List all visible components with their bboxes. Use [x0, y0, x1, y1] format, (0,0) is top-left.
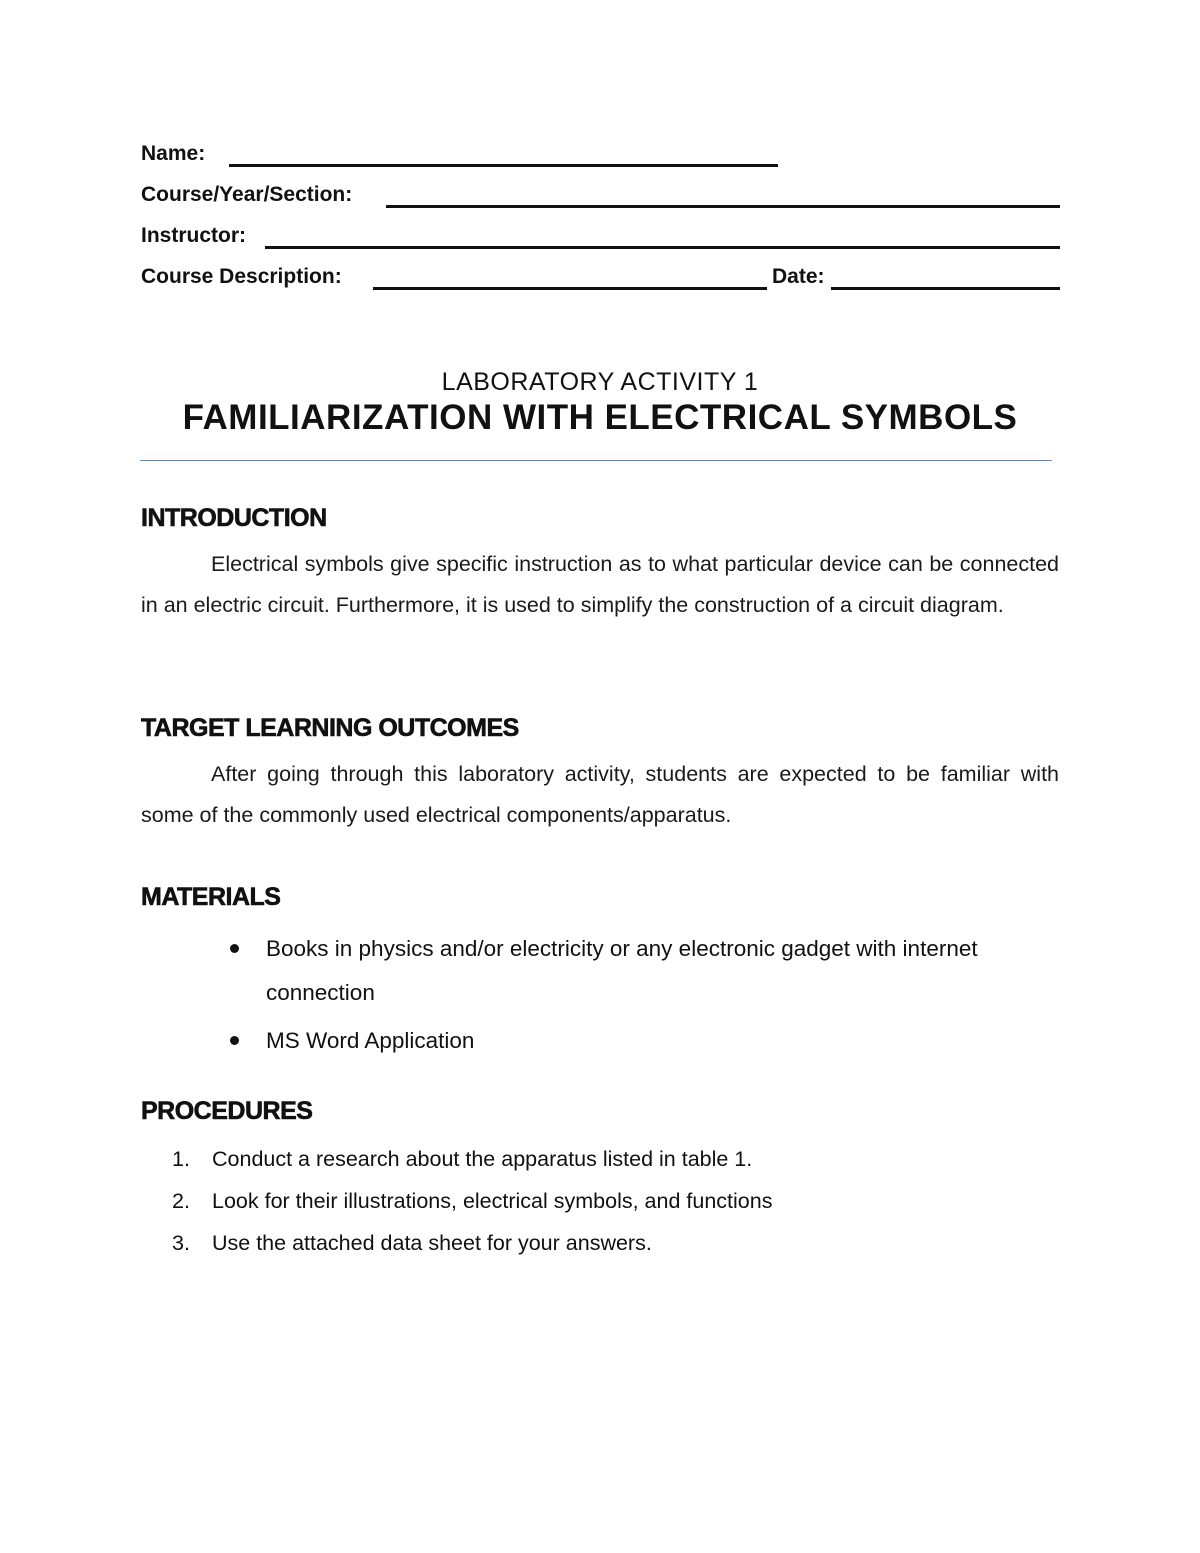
- list-item: [172, 1222, 1052, 1264]
- activity-number-title: LABORATORY ACTIVITY 1: [441, 368, 759, 396]
- course-description-label: Course Description:: [141, 265, 342, 288]
- course-description-field[interactable]: [141, 265, 1061, 295]
- list-item: [228, 927, 1068, 1015]
- course-description-blank-line[interactable]: [373, 287, 767, 290]
- name-field[interactable]: [141, 142, 781, 172]
- list-item: [228, 1019, 1068, 1063]
- materials-list: [228, 927, 1068, 1067]
- procedures-heading: PROCEDURES: [141, 1097, 313, 1125]
- material-item-text: Books in physics and/or electricity or any electronic gadget with internet connection: [266, 936, 978, 1005]
- instructor-label: Instructor:: [141, 224, 246, 247]
- outcomes-paragraph: After going through this laboratory activity, students are expected to be familiar with some of the commonly used electrical components/apparatus.: [141, 762, 1059, 827]
- step-number: 3.: [172, 1231, 190, 1255]
- step-text: Use the attached data sheet for your answers.: [212, 1231, 652, 1255]
- materials-heading: MATERIALS: [141, 883, 281, 911]
- instructor-field[interactable]: [141, 224, 1061, 254]
- title-divider: [140, 460, 1052, 461]
- step-text: Look for their illustrations, electrical symbols, and functions: [212, 1189, 773, 1213]
- instructor-blank-line[interactable]: [265, 246, 1060, 249]
- activity-main-title: FAMILIARIZATION WITH ELECTRICAL SYMBOLS: [182, 398, 1018, 437]
- list-item: [172, 1138, 1052, 1180]
- step-text: Conduct a research about the apparatus listed in table 1.: [212, 1147, 753, 1171]
- name-blank-line[interactable]: [229, 164, 778, 167]
- introduction-heading: INTRODUCTION: [141, 504, 327, 532]
- list-item: [172, 1180, 1052, 1222]
- date-blank-line[interactable]: [831, 287, 1060, 290]
- course-year-section-label: Course/Year/Section:: [141, 183, 353, 206]
- course-year-section-blank-line[interactable]: [386, 205, 1060, 208]
- step-number: 1.: [172, 1147, 190, 1171]
- step-number: 2.: [172, 1189, 190, 1213]
- material-item-text: MS Word Application: [266, 1028, 475, 1053]
- procedures-list: [172, 1138, 1052, 1264]
- name-label: Name:: [141, 142, 206, 165]
- bullet-icon: [230, 1036, 239, 1045]
- date-label: Date:: [772, 265, 825, 288]
- outcomes-heading: TARGET LEARNING OUTCOMES: [141, 714, 519, 742]
- bullet-icon: [230, 944, 239, 953]
- course-year-section-field[interactable]: [141, 183, 1061, 213]
- introduction-paragraph: Electrical symbols give specific instruction as to what particular device can be connected in an electric circuit. Furthermore, it is used to simplify the construction of a circuit diagram.: [141, 552, 1059, 617]
